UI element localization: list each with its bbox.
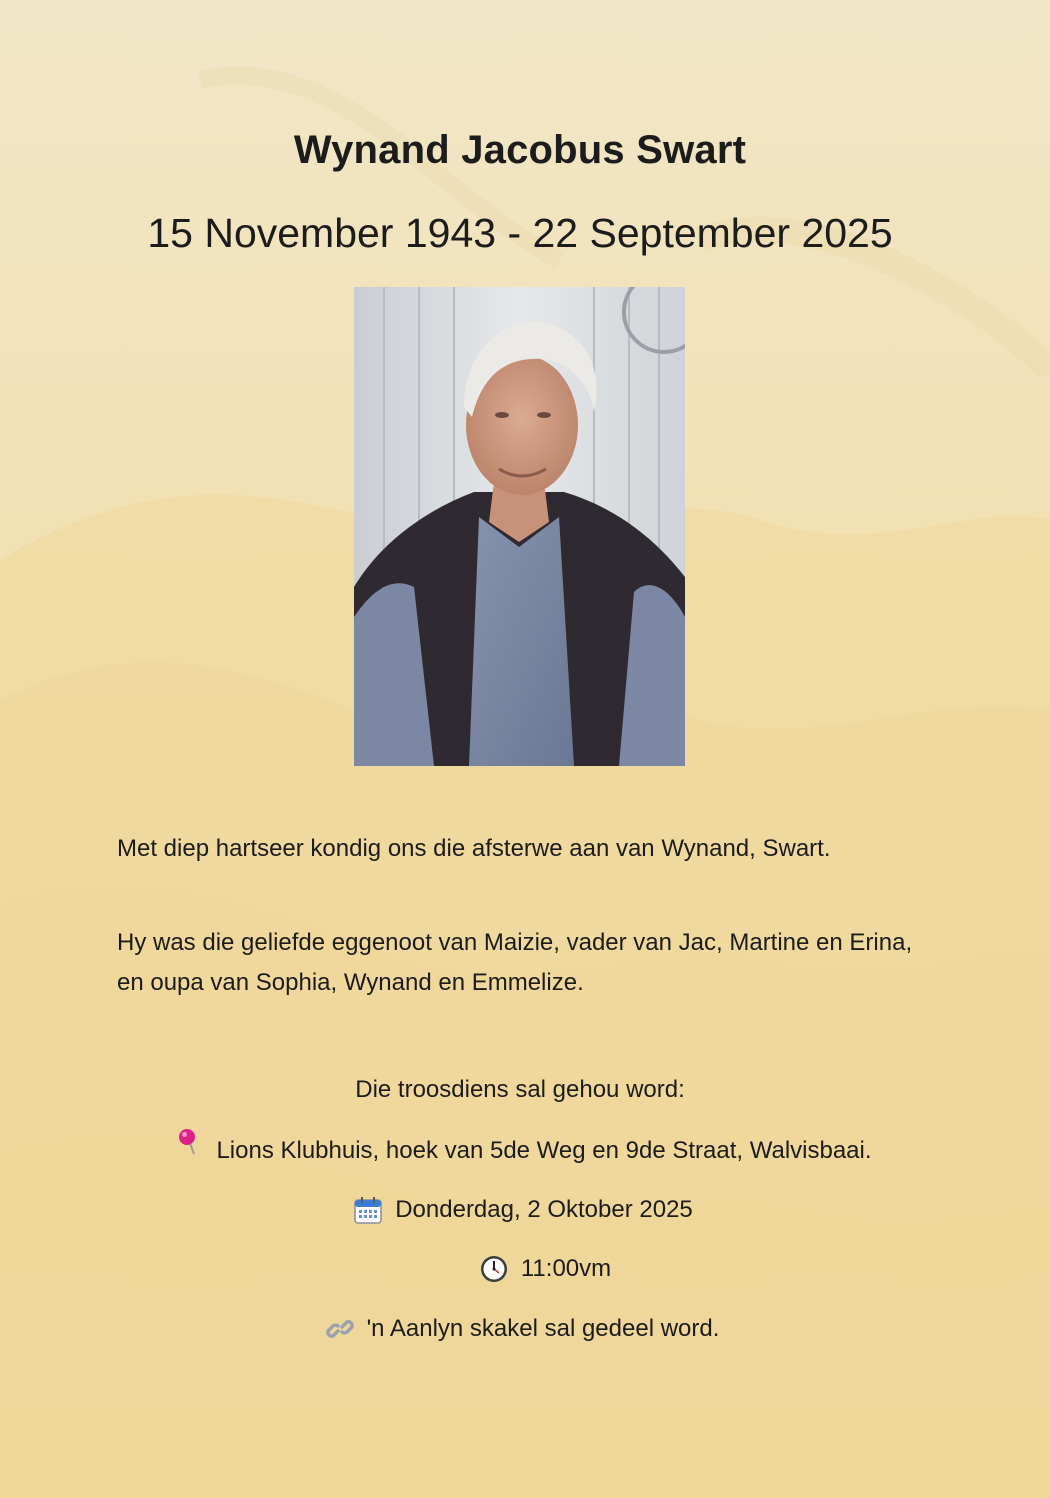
life-dates: 15 November 1943 - 22 September 2025	[147, 210, 893, 256]
announcement-paragraph: Met diep hartseer kondig ons die afsterwe aan van Wynand, Swart.	[117, 835, 831, 862]
calendar-icon	[353, 1195, 383, 1225]
time-text: 11:00vm	[520, 1255, 612, 1282]
online-link-notice	[0, 1314, 1047, 1344]
service-location	[0, 1136, 1050, 1166]
portrait-photo	[354, 287, 685, 766]
round-pushpin-icon	[178, 1128, 202, 1158]
clock-icon	[479, 1254, 509, 1284]
family-paragraph: Hy was die geliefde eggenoot van Maizie, vader van Jac, Martine en Erina, en oupa van Sophia, Wynand en Emmelize.	[117, 929, 913, 996]
location-text: Lions Klubhuis, hoek van 5de Weg en 9de Straat, Walvisbaai.	[216, 1137, 872, 1164]
link-icon	[325, 1314, 355, 1344]
deceased-name: Wynand Jacobus Swart	[293, 128, 747, 172]
service-date	[0, 1195, 1048, 1225]
service-heading: Die troosdiens sal gehou word:	[355, 1076, 685, 1103]
online-text: 'n Aanlyn skakel sal gedeel word.	[366, 1315, 720, 1342]
service-time	[20, 1254, 1050, 1284]
date-text: Donderdag, 2 Oktober 2025	[395, 1196, 693, 1223]
